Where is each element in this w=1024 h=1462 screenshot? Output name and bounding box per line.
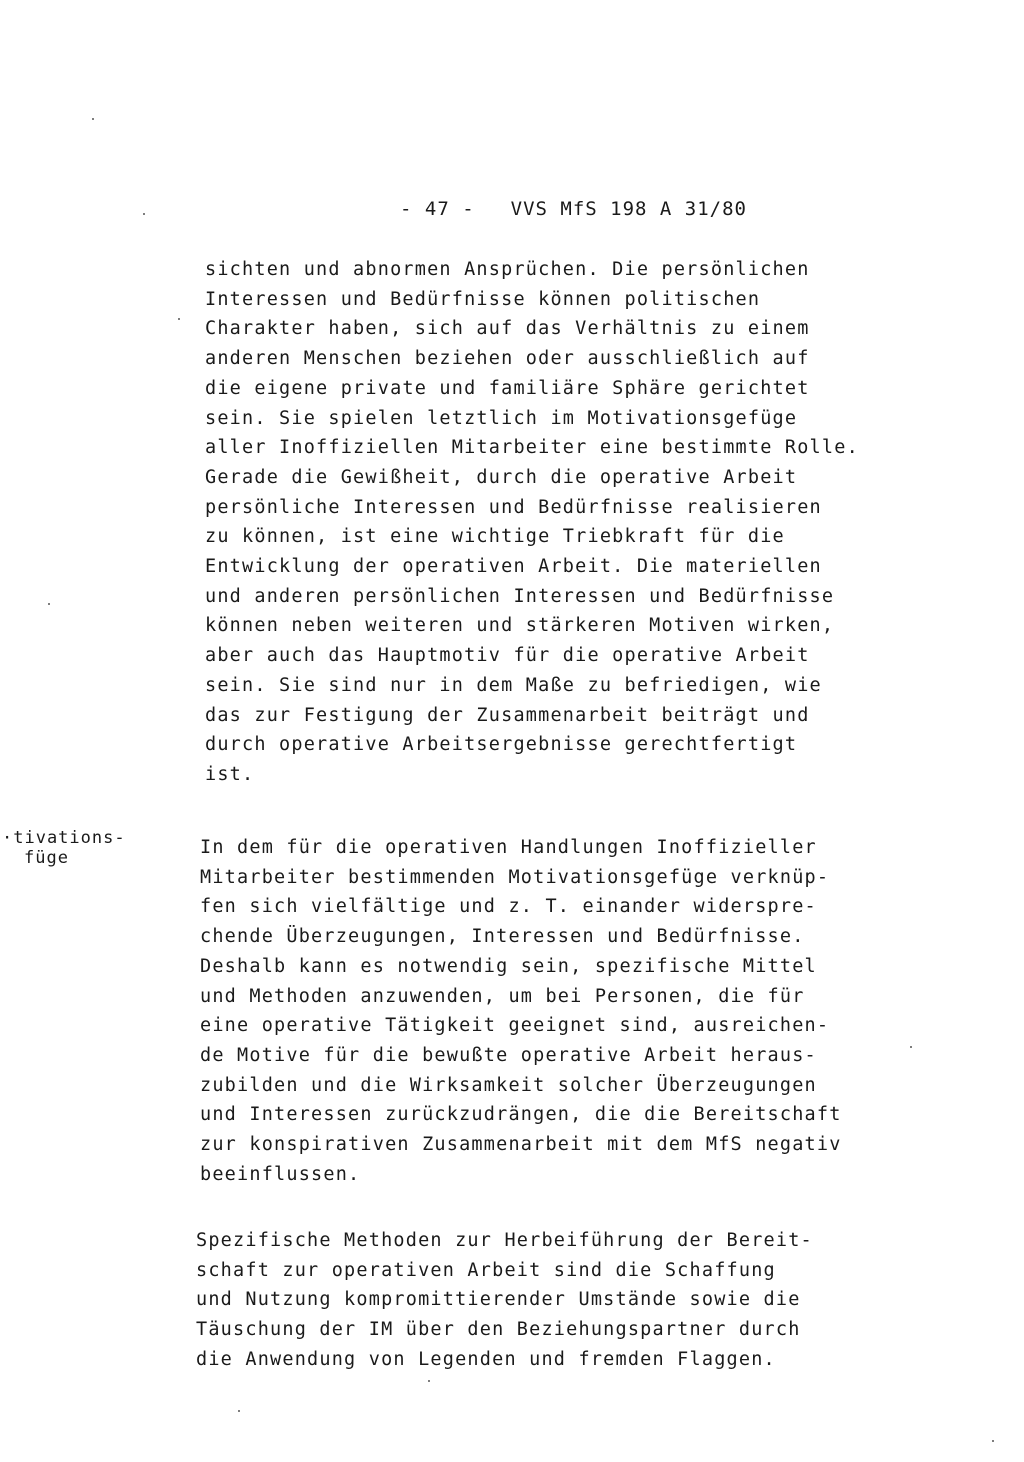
text-line: zur konspirativen Zusammenarbeit mit dem MfS negativ	[200, 1134, 842, 1156]
scan-speck	[92, 118, 94, 120]
text-line: anderen Menschen beziehen oder ausschließlich auf	[205, 348, 810, 370]
text-line: die eigene private und familiäre Sphäre gerichtet	[205, 377, 810, 399]
text-line: fen sich vielfältige und z. T. einander widerspre-	[200, 896, 817, 918]
text-line: chende Überzeugungen, Interessen und Bedürfnisse.	[200, 926, 805, 948]
text-line: Interessen und Bedürfnisse können politischen	[205, 288, 761, 310]
text-line: aber auch das Hauptmotiv für die operative Arbeit	[205, 645, 810, 667]
text-line: schaft zur operativen Arbeit sind die Schaffung	[196, 1259, 776, 1281]
paragraph-3	[196, 1226, 836, 1375]
text-line: und Methoden anzuwenden, um bei Personen, die für	[200, 985, 805, 1007]
text-line: beeinflussen.	[200, 1163, 361, 1185]
text-line: Spezifische Methoden zur Herbeiführung der Bereit-	[196, 1230, 813, 1251]
text-line: Gerade die Gewißheit, durch die operative Arbeit	[205, 466, 798, 488]
scan-speck	[48, 603, 50, 605]
margin-note	[2, 828, 126, 868]
paragraph-2	[200, 833, 840, 1189]
scan-speck	[910, 1046, 912, 1048]
text-line: In dem für die operativen Handlungen Inoffizieller	[200, 837, 817, 858]
text-line: eine operative Tätigkeit geeignet sind, ausreichen-	[200, 1015, 830, 1037]
text-line: die Anwendung von Legenden und fremden Flaggen.	[196, 1348, 776, 1370]
page-number: - 47 -	[400, 198, 475, 220]
text-line: aller Inoffiziellen Mitarbeiter eine bestimmte Rolle.	[205, 437, 859, 459]
text-line: das zur Festigung der Zusammenarbeit beiträgt und	[205, 704, 810, 726]
text-line: und Nutzung kompromittierender Umstände sowie die	[196, 1289, 801, 1311]
text-line: Charakter haben, sich auf das Verhältnis zu einem	[205, 318, 810, 340]
text-line: Entwicklung der operativen Arbeit. Die materiellen	[205, 556, 822, 578]
text-line: Mitarbeiter bestimmenden Motivationsgefüge verknüp-	[200, 866, 830, 888]
text-line: ist.	[205, 763, 255, 785]
document-reference: VVS MfS 198 A 31/80	[510, 198, 747, 220]
text-line: zu können, ist eine wichtige Triebkraft für die	[205, 526, 785, 548]
margin-note-line: ·tivations-	[2, 828, 126, 848]
page-header	[400, 198, 747, 220]
text-line: und Interessen zurückzudrängen, die die Bereitschaft	[200, 1104, 842, 1126]
text-line: zubilden und die Wirksamkeit solcher Überzeugungen	[200, 1074, 817, 1096]
text-line: können neben weiteren und stärkeren Motiven wirken,	[205, 615, 835, 637]
text-line: sein. Sie sind nur in dem Maße zu befriedigen, wie	[205, 674, 822, 696]
scan-speck	[238, 1410, 240, 1412]
text-line: durch operative Arbeitsergebnisse gerechtfertigt	[205, 734, 798, 756]
scan-speck	[178, 318, 180, 320]
paragraph-1	[205, 255, 859, 790]
text-line: sein. Sie spielen letztlich im Motivationsgefüge	[205, 407, 798, 429]
scan-speck	[143, 213, 145, 215]
text-line: Deshalb kann es notwendig sein, spezifische Mittel	[200, 955, 817, 977]
scan-speck	[428, 1380, 430, 1382]
text-line: sichten und abnormen Ansprüchen. Die persönlichen	[205, 259, 810, 280]
text-line: persönliche Interessen und Bedürfnisse realisieren	[205, 496, 822, 518]
margin-note-line: füge	[24, 848, 69, 868]
text-line: und anderen persönlichen Interessen und Bedürfnisse	[205, 585, 835, 607]
text-line: Täuschung der IM über den Beziehungspartner durch	[196, 1319, 801, 1341]
text-line: de Motive für die bewußte operative Arbeit heraus-	[200, 1044, 817, 1066]
scan-speck	[992, 1440, 994, 1442]
